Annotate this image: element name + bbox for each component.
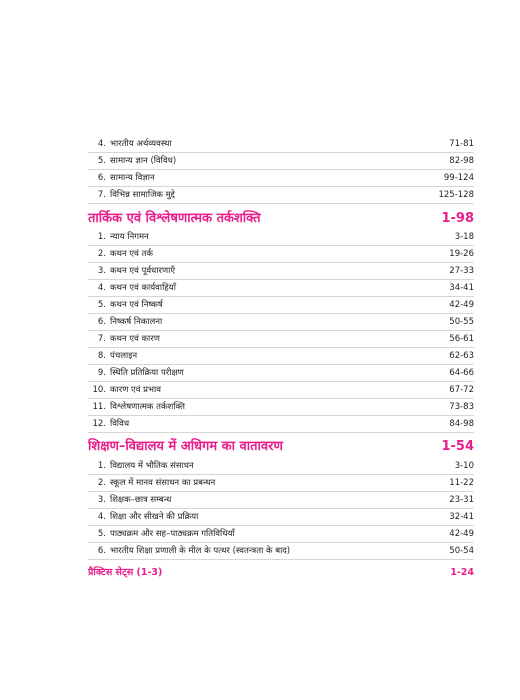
entry-title: न्याय निगमन [110,232,149,242]
entry-title: कारण एवं प्रभाव [110,385,161,395]
section-pages: 1-54 [441,439,474,454]
entry-number: 11. [92,402,106,412]
toc-entry [88,458,474,475]
entry-title: शिक्षा और सीखने की प्रक्रिया [110,512,199,522]
entry-pages: 19-26 [449,249,474,259]
entry-title: निष्कर्ष निकालना [110,317,163,327]
entry-pages: 64-66 [449,368,474,378]
entry-number: 6. [97,317,106,327]
entry-pages: 67-72 [449,385,474,395]
entry-number: 1. [97,461,106,471]
entry-number: 6. [97,546,106,556]
entry-pages: 71-81 [449,139,474,149]
entry-number: 5. [97,156,106,166]
entry-number: 10. [92,385,106,395]
entry-number: 2. [97,249,106,259]
entry-pages: 62-63 [449,351,474,361]
entry-pages: 50-54 [449,546,474,556]
entry-pages: 125-128 [438,190,474,200]
entry-pages: 32-41 [449,512,474,522]
toc-entry [88,382,474,399]
toc-entry [88,297,474,314]
entry-pages: 42-49 [449,300,474,310]
entry-number: 6. [97,173,106,183]
entry-number: 3. [97,495,106,505]
entry-number: 12. [92,419,106,429]
entry-number: 8. [97,351,106,361]
entry-title: सामान्य ज्ञान (विविध) [110,156,177,166]
toc-entry [88,187,474,204]
toc-entry [88,543,474,560]
entry-title: विश्लेषणात्मक तर्कशक्ति [110,402,185,412]
toc-entry [88,526,474,543]
section-heading [88,562,474,578]
entry-title: भारतीय शिक्षा प्रणाली के मील के पत्थर (स्वतन्त्रता के बाद) [110,546,291,556]
entry-number: 4. [97,139,106,149]
toc-entry [88,331,474,348]
entry-title: कथन एवं पूर्वधारणाएँ [110,266,176,276]
entry-title: पंचलाइन [110,351,138,361]
entry-pages: 3-18 [454,232,474,242]
entry-number: 7. [97,334,106,344]
entry-title: स्कूल में मानव संसाधन का प्रबन्धन [110,478,216,488]
toc-entry [88,492,474,509]
entry-number: 7. [97,190,106,200]
entry-title: विद्यालय में भौतिक संसाधन [110,461,194,471]
entry-title: स्थिति प्रतिक्रिया परीक्षण [110,368,184,378]
entry-pages: 99-124 [443,173,474,183]
section-title: प्रैक्टिस सेट्स (1-3) [88,567,163,578]
entry-pages: 73-83 [449,402,474,412]
entry-title: कथन एवं निष्कर्ष [110,300,163,310]
toc-entry [88,280,474,297]
toc-entry [88,263,474,280]
toc-entry [88,229,474,246]
entry-title: विभिन्न सामाजिक मुद्दे [110,190,175,200]
entry-pages: 11-22 [449,478,474,488]
entry-title: शिक्षक–छात्र सम्बन्ध [110,495,172,505]
entry-number: 2. [97,478,106,488]
entry-pages: 34-41 [449,283,474,293]
toc-entry [88,348,474,365]
section-heading [88,434,474,454]
entry-title: कथन एवं तर्क [110,249,153,259]
entry-pages: 56-61 [449,334,474,344]
toc-entry [88,416,474,433]
section-pages: 1-98 [441,211,474,226]
toc-entry [88,314,474,331]
section-title: तार्किक एवं विश्लेषणात्मक तर्कशक्ति [88,211,261,226]
toc-entry [88,365,474,382]
section-pages: 1-24 [450,567,474,578]
entry-number: 5. [97,300,106,310]
entry-title: विविध [110,419,130,429]
entry-number: 9. [97,368,106,378]
toc-entry [88,509,474,526]
entry-title: भारतीय अर्थव्यवस्था [110,139,172,149]
entry-number: 5. [97,529,106,539]
entry-title: कथन एवं कार्यवाहियाँ [110,283,176,293]
section-heading [88,206,474,226]
toc-entry [88,153,474,170]
entry-number: 3. [97,266,106,276]
entry-pages: 50-55 [449,317,474,327]
entry-pages: 27-33 [449,266,474,276]
entry-pages: 42-49 [449,529,474,539]
toc-entry [88,246,474,263]
entry-pages: 3-10 [454,461,474,471]
section-title: शिक्षण–विद्यालय में अधिगम का वातावरण [88,439,283,454]
entry-title: सामान्य विज्ञान [110,173,155,183]
toc-entry [88,475,474,492]
entry-number: 4. [97,512,106,522]
entry-number: 1. [97,232,106,242]
toc-entry [88,399,474,416]
toc-entry [88,136,474,153]
entry-pages: 84-98 [449,419,474,429]
entry-title: कथन एवं कारण [110,334,160,344]
toc-entry [88,170,474,187]
entry-number: 4. [97,283,106,293]
entry-pages: 82-98 [449,156,474,166]
entry-title: पाठ्यक्रम और सह–पाठ्यक्रम गतिविधियाँ [110,529,235,539]
entry-pages: 23-31 [449,495,474,505]
